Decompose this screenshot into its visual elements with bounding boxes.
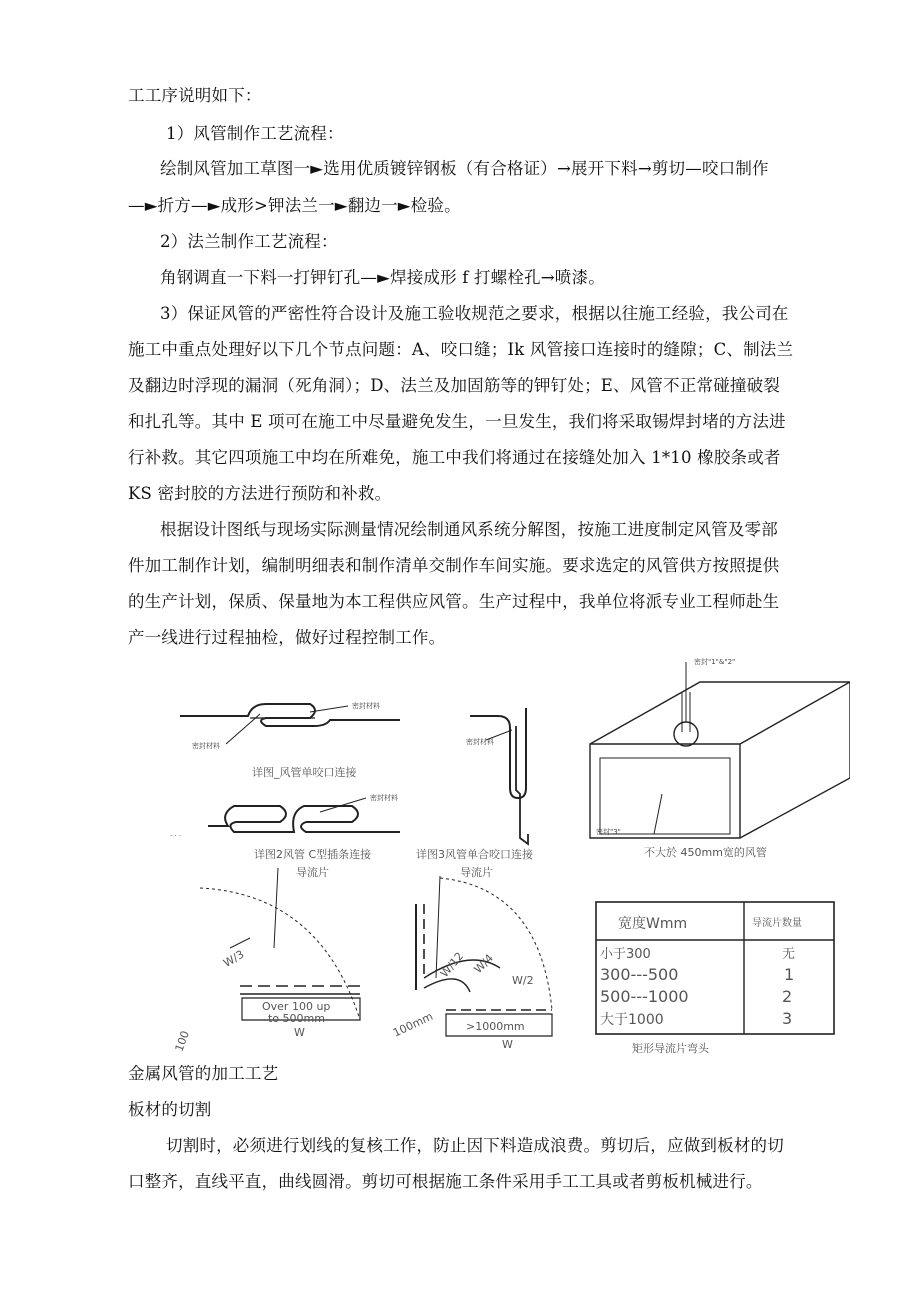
item3-line4: 和扎孔等。其中 E 项可在施工中尽量避免发生，一旦发生，我们将采取锡焊封堵的方法进 xyxy=(128,412,786,431)
fig3-sealant-label: 密封材料 xyxy=(466,738,494,746)
fig2-sealant-label: 密封材料 xyxy=(370,794,398,802)
fig2-caption: 详图2风管 C型插条连接 xyxy=(254,848,372,861)
fig2-dots: · · · xyxy=(170,832,182,840)
table-header-count: 导流片数量 xyxy=(752,918,802,929)
fig1-sealant-label-right: 密封材料 xyxy=(352,702,380,710)
fig6-w-label: W xyxy=(502,1038,513,1051)
fig6-elbow-multi-vane xyxy=(391,865,552,1051)
item2-line1: 角钢调直一下料一打钾钉孔—►焊接成形 f 打螺栓孔→喷漆。 xyxy=(160,268,605,287)
fig6-w12-label: W/12 xyxy=(437,949,467,980)
fig5-100-label: 100 xyxy=(172,1029,192,1054)
item3-line5: 行补救。其它四项施工中均在所难免，施工中我们将通过在接缝处加入 1*10 橡胶条或者 xyxy=(128,448,781,467)
cut-line2: 口整齐，直线平直，曲线圆滑。剪切可根据施工条件采用手工工具或者剪板机械进行。 xyxy=(128,1172,763,1191)
item3-line6: KS 密封胶的方法进行预防和补救。 xyxy=(128,484,392,503)
fig5-vane-label: 导流片 xyxy=(296,866,329,879)
plan-line4: 产一线进行过程抽检，做好过程控制工作。 xyxy=(128,628,446,647)
item3-line3: 及翻边时浮现的漏洞（死角洞）；D、法兰及加固筋等的钾钉处；E、风管不正常碰撞破裂 xyxy=(128,376,781,395)
fig5-w3-label: W/3 xyxy=(221,947,247,970)
table-row-range: 300---500 xyxy=(600,965,679,984)
heading-sheet-cutting: 板材的切割 xyxy=(128,1100,212,1119)
plan-line1: 根据设计图纸与现场实际测量情况绘制通风系统分解图，按施工进度制定风管及零部 xyxy=(160,520,778,539)
item3-line1: 3）保证风管的严密性符合设计及施工验收规范之要求，根据以往施工经验，我公司在 xyxy=(160,304,789,323)
cut-line1: 切割时，必须进行划线的复核工作，防止因下料造成浪费。剪切后，应做到板材的切 xyxy=(166,1136,784,1155)
table-row-count: 无 xyxy=(782,947,796,962)
table-row-count: 2 xyxy=(782,987,793,1006)
intro-text: 工工序说明如下： xyxy=(128,86,262,105)
fig4-duct-isometric xyxy=(590,657,850,859)
fig6-100mm-label: 100mm xyxy=(391,1009,436,1040)
table-header-width: 宽度Wmm xyxy=(618,916,688,932)
table-row-range: 大于1000 xyxy=(600,1012,664,1028)
fig6-gt1000-label: >1000mm xyxy=(466,1020,525,1033)
fig4-seal-3-label: 密封"3" xyxy=(596,828,621,836)
fig4-caption: 不大於 450mm宽的风管 xyxy=(644,846,767,859)
fig2-c-insert-joint xyxy=(170,793,400,861)
fig5-to500-label: to 500mm xyxy=(268,1012,325,1025)
table-caption: 矩形导流片弯头 xyxy=(632,1042,709,1055)
item3-line2: 施工中重点处理好以下几个节点问题：A、咬口缝；Ik 风管接口连接时的缝隙；C、制法兰 xyxy=(128,340,794,359)
fig6-w2-label: W/2 xyxy=(512,974,534,987)
table-row-count: 3 xyxy=(782,1009,793,1028)
table-row-count: 1 xyxy=(784,965,795,984)
fig6-vane-label: 导流片 xyxy=(460,866,493,879)
diagram-canvas xyxy=(170,648,850,1060)
plan-line2: 件加工制作计划，编制明细表和制作清单交制作车间实施。要求选定的风管供方按照提供 xyxy=(128,556,780,575)
fig3-standing-seam-joint xyxy=(416,708,533,861)
fig1-caption: 详图_风管单咬口连接 xyxy=(252,766,357,779)
item1-title: 1）风管制作工艺流程： xyxy=(166,124,344,143)
table-row-range: 小于300 xyxy=(600,947,651,962)
item1-line1: 绘制风管加工草图一►选用优质镀锌钢板（有合格证）→展开下料→剪切—咬口制作 xyxy=(160,159,769,178)
fig3-caption: 详图3风管单合咬口连接 xyxy=(416,848,533,861)
fig5-over-label: Over 100 up xyxy=(262,1000,331,1013)
fig1-single-seam-joint xyxy=(180,701,400,779)
heading-metal-duct-process: 金属风管的加工工艺 xyxy=(128,1064,279,1083)
vane-count-table xyxy=(596,902,834,1055)
fig5-elbow-one-vane xyxy=(173,865,360,1053)
item1-line2: —►折方—►成形>钾法兰一►翻边一►检验。 xyxy=(128,196,461,215)
fig4-seal-12-label: 密封"1"&"2" xyxy=(694,658,736,666)
fig5-w-label: W xyxy=(294,1026,305,1039)
fig1-sealant-label-left: 密封材料 xyxy=(192,742,220,750)
plan-line3: 的生产计划，保质、保量地为本工程供应风管。生产过程中，我单位将派专业工程师赴生 xyxy=(128,592,780,611)
duct-joint-diagrams xyxy=(170,648,850,1060)
fig6-w4-label: W/4 xyxy=(471,951,496,977)
table-row-range: 500---1000 xyxy=(600,987,689,1006)
item2-title: 2）法兰制作工艺流程： xyxy=(160,232,338,251)
